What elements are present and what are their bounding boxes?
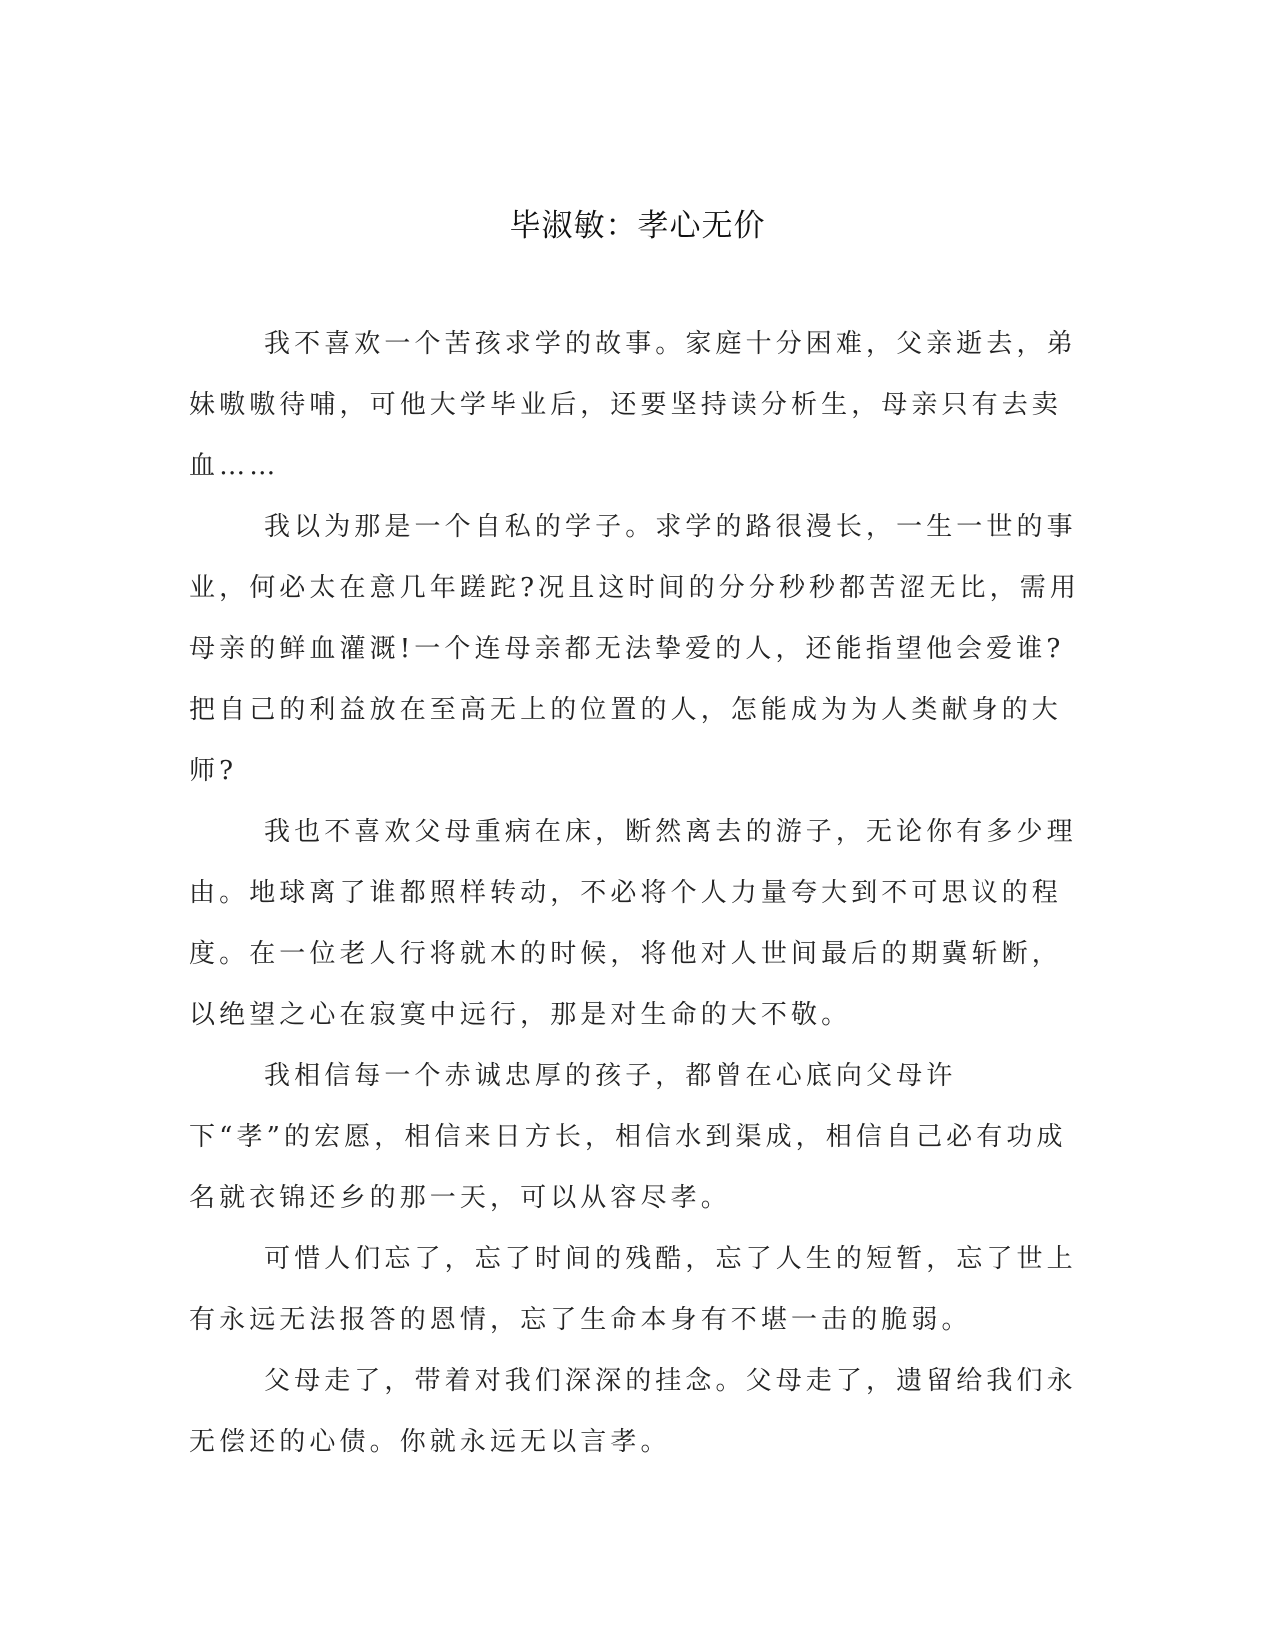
paragraph: 我也不喜欢父母重病在床，断然离去的游子，无论你有多少理由。地球离了谁都照样转动，不必将个人力量夸大到不可思议的程度。在一位老人行将就木的时候，将他对人世间最后的期冀斩断，以绝望之心在寂寞中远行，那是对生命的大不敬。 [189, 817, 1077, 1030]
document-body [189, 314, 1081, 1473]
paragraph: 父母走了，带着对我们深深的挂念。父母走了，遗留给我们永无偿还的心债。你就永远无以言孝。 [189, 1366, 1077, 1457]
paragraph: 可惜人们忘了，忘了时间的残酷，忘了人生的短暂，忘了世上有永远无法报答的恩情，忘了生命本身有不堪一击的脆弱。 [189, 1244, 1077, 1335]
document-title: 毕淑敏：孝心无价 [509, 208, 766, 244]
paragraph: 我相信每一个赤诚忠厚的孩子，都曾在心底向父母许下“孝”的宏愿，相信来日方长，相信水到渠成，相信自己必有功成名就衣锦还乡的那一天，可以从容尽孝。 [189, 1061, 1067, 1213]
paragraph: 我不喜欢一个苦孩求学的故事。家庭十分困难，父亲逝去，弟妹嗷嗷待哺，可他大学毕业后，还要坚持读分析生，母亲只有去卖血…… [189, 329, 1077, 481]
paragraph: 我以为那是一个自私的学子。求学的路很漫长，一生一世的事业，何必太在意几年蹉跎?况且这时间的分分秒秒都苦涩无比，需用母亲的鲜血灌溉!一个连母亲都无法挚爱的人，还能指望他会爱谁?把自己的利益放在至高无上的位置的人，怎能成为为人类献身的大师? [189, 512, 1080, 786]
